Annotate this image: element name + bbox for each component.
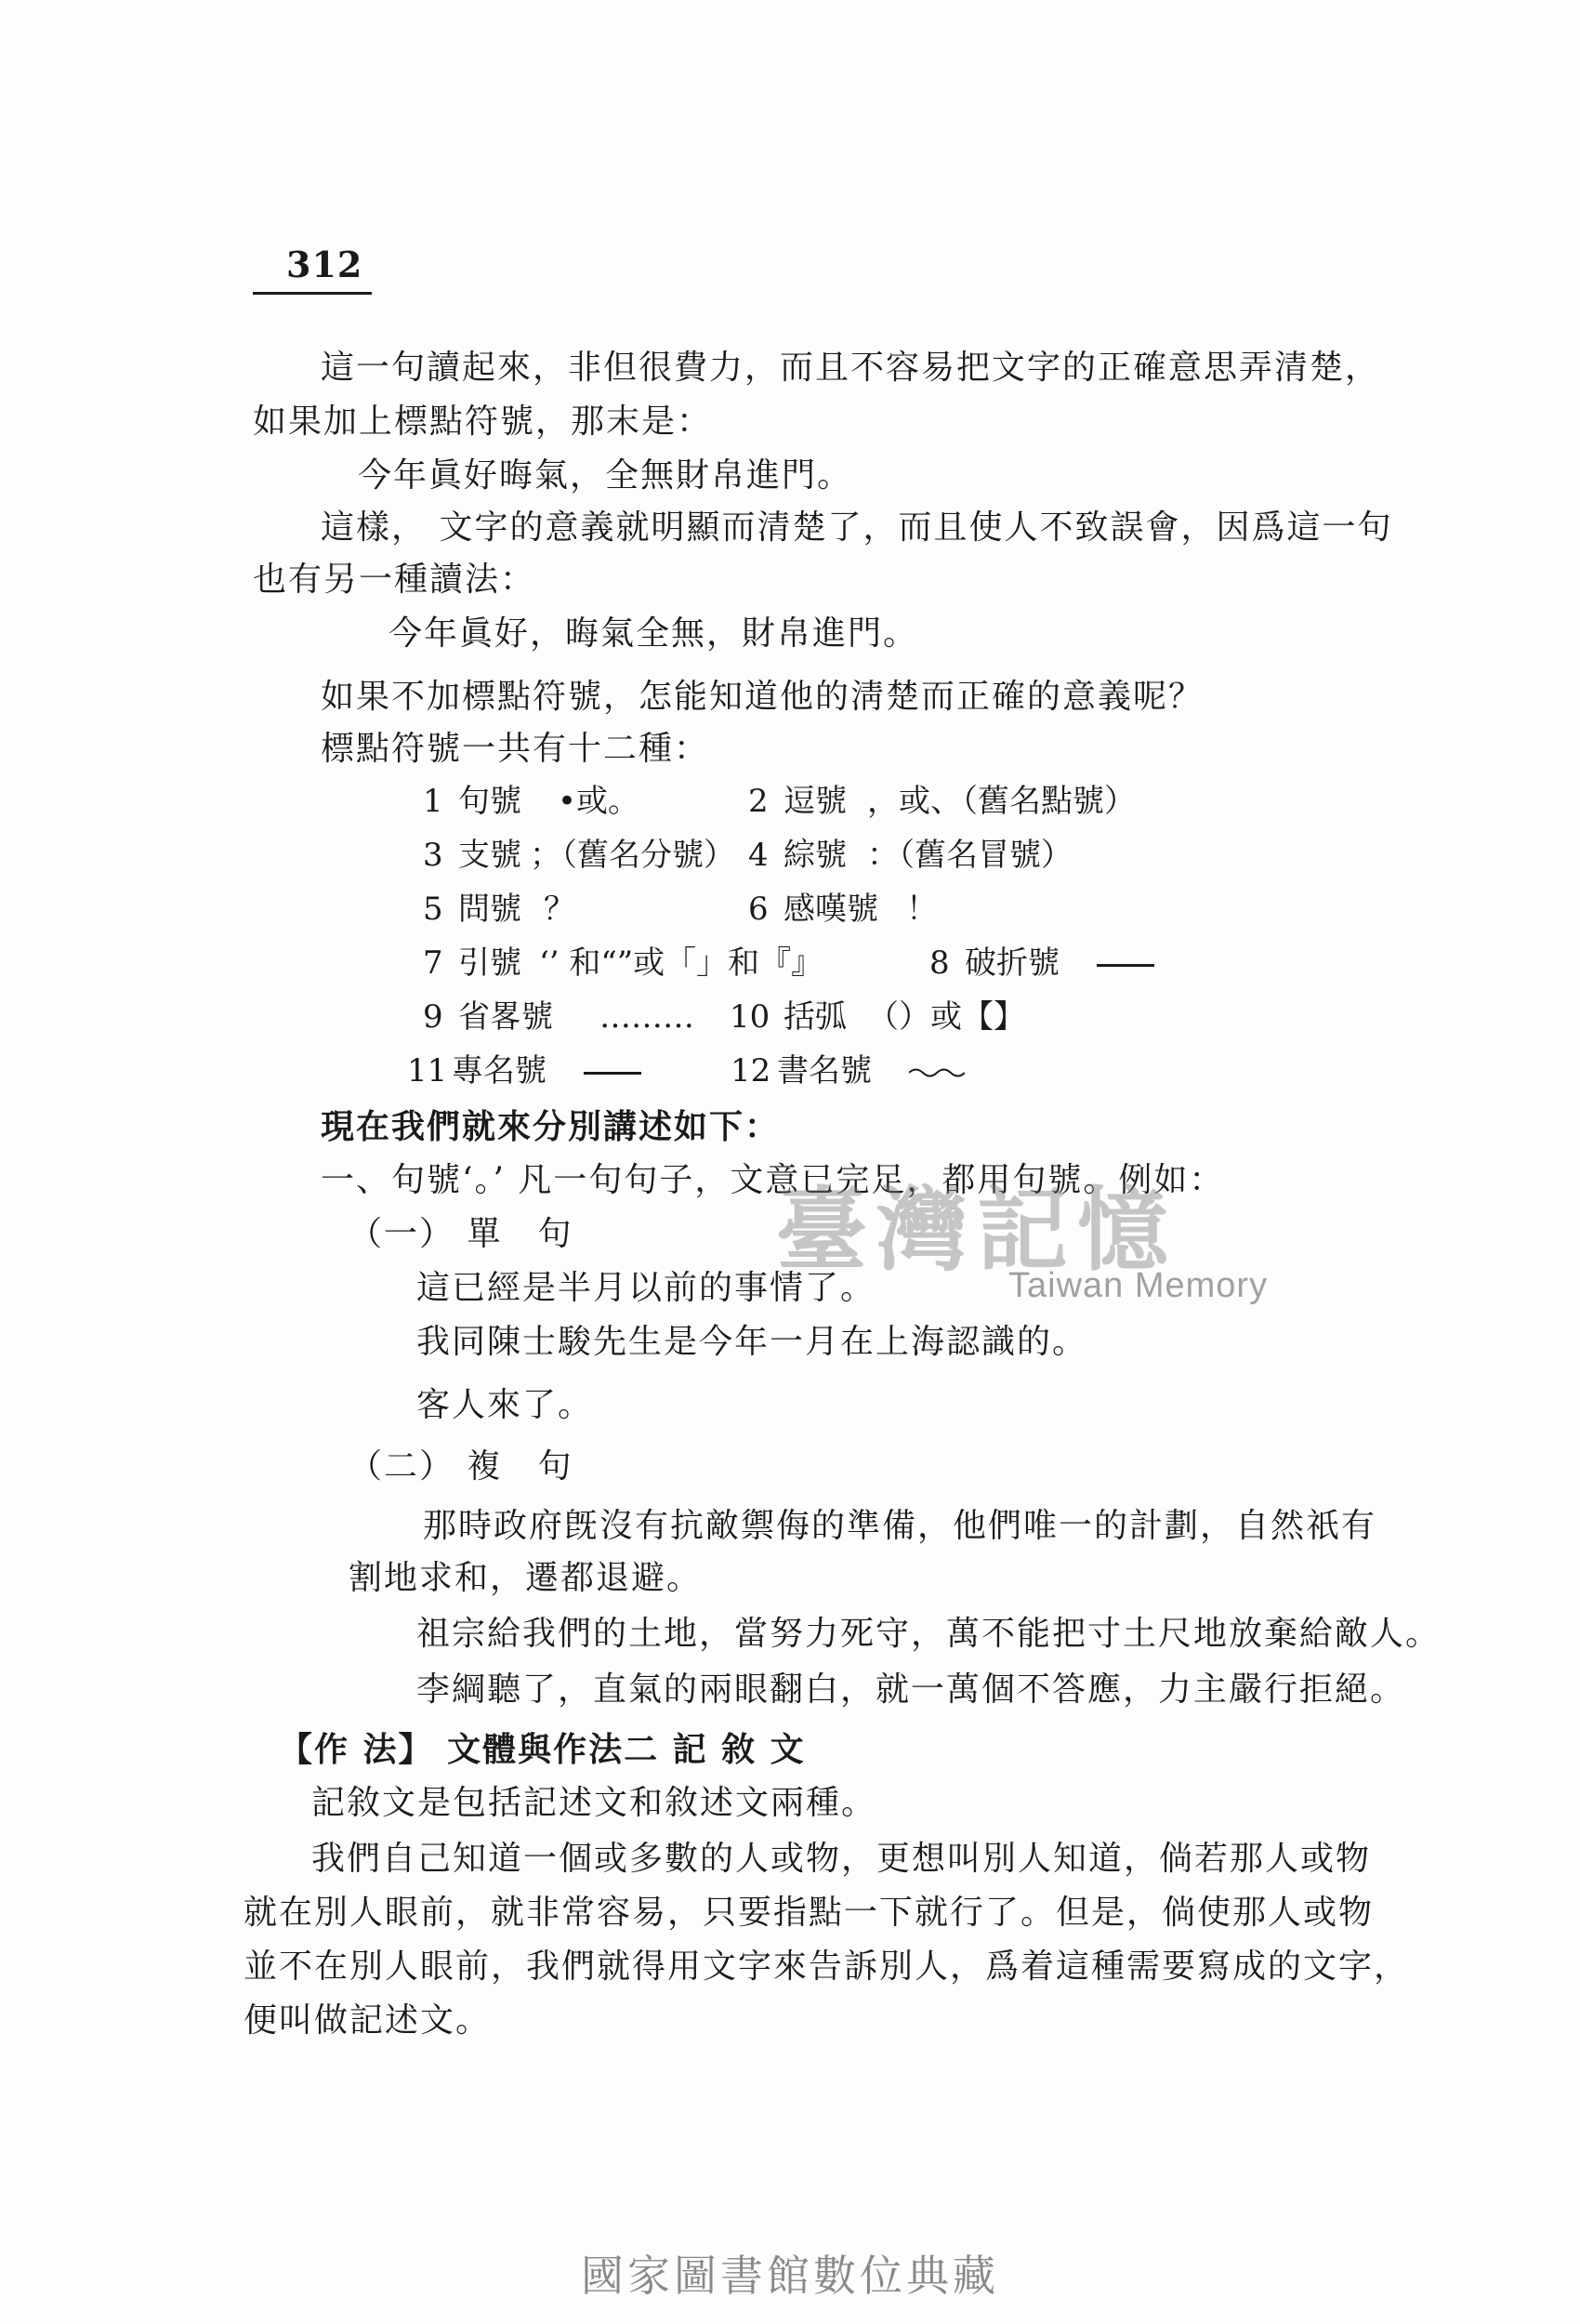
punct-name: 破折號 [965, 944, 1060, 982]
punct-name: 綜號 [783, 837, 847, 874]
punct-num: 3 [423, 837, 443, 874]
example-sentence: 客人來了。 [416, 1386, 594, 1424]
punct-symbol: •或。 [558, 783, 640, 820]
paragraph-line: 如果加上標點符號，那末是： [253, 403, 713, 441]
punct-name: 引號 [458, 944, 521, 982]
example-sentence: 祖宗給我們的土地，當努力死守，萬不能把寸土尺地放棄給敵人。 [416, 1615, 1442, 1653]
dash-symbol [1097, 943, 1154, 984]
wavy-symbol [909, 1050, 965, 1091]
page-number-rule [253, 292, 372, 295]
sub-heading: （一） 單 句 [349, 1215, 573, 1253]
punct-num: 11 [407, 1052, 448, 1089]
punct-name: 感嘆號 [783, 891, 878, 928]
punct-num: 12 [731, 1052, 771, 1089]
punct-num: 4 [748, 837, 769, 874]
example-sentence: 今年眞好晦氣，全無財帛進門。 [358, 456, 853, 495]
zuofa-heading: 【作 法】 文體與作法二 記 敘 文 [279, 1730, 806, 1769]
section-heading: 一、句號‘。’ 凡一句句子，文意已完足，都用句號。例如： [321, 1161, 1225, 1199]
example-sentence: 我同陳士駿先生是今年一月在上海認識的。 [416, 1323, 1088, 1361]
punct-symbol: ：（舊名冒號） [867, 837, 1073, 874]
zuofa-intro: 記敘文是包括記述文和敘述文兩種。 [311, 1784, 877, 1822]
punct-symbol: ？ [544, 891, 575, 928]
punct-num: 2 [748, 783, 769, 820]
dash-symbol [584, 1050, 641, 1091]
example-sentence: 那時政府旣沒有抗敵禦侮的準備，他們唯一的計劃，自然祇有 [423, 1507, 1377, 1545]
paragraph-line: 就在別人眼前，就非常容易，只要指點一下就行了。但是，倘使那人或物 [244, 1894, 1375, 1932]
example-sentence: 李綱聽了，直氣的兩眼翻白，就一萬個不答應，力主嚴行拒絕。 [416, 1670, 1406, 1709]
example-sentence: 割地求和，遷都退避。 [349, 1559, 703, 1597]
punct-symbol: ‘’ 和“”或「」和『』 [539, 944, 823, 982]
punct-name: 書名號 [777, 1052, 872, 1089]
paragraph-line: 也有另一種讀法： [253, 561, 536, 599]
punct-symbol: ；（舊名分號） [530, 837, 735, 874]
paragraph-line: 便叫做記述文。 [244, 2001, 492, 2040]
punct-num: 9 [423, 998, 443, 1036]
punct-name: 省畧號 [458, 998, 553, 1036]
punct-name: 問號 [458, 891, 521, 928]
paragraph-line: 這一句讀起來，非但很費力，而且不容易把文字的正確意思弄清楚， [321, 349, 1381, 387]
list-intro: 標點符號一共有十二種： [321, 730, 710, 768]
punct-name: 括弧 [783, 998, 847, 1036]
punct-num: 8 [929, 944, 950, 982]
paragraph-line: 我們自己知道一個或多數的人或物，更想叫別人知道，倘若那人或物 [311, 1840, 1372, 1878]
punct-symbol: ……… [599, 998, 694, 1036]
example-sentence: 今年眞好，晦氣全無，財帛進門。 [388, 614, 919, 653]
punct-symbol: ！ [906, 891, 938, 928]
watermark-text: Taiwan Memory [1008, 1266, 1269, 1305]
punct-num: 1 [423, 783, 443, 820]
punct-num: 10 [730, 998, 770, 1036]
punct-num: 6 [748, 891, 769, 928]
punct-symbol: （）或【】 [867, 998, 1025, 1036]
punct-symbol: ，或、（舊名點號） [867, 783, 1136, 820]
punct-name: 逗號 [783, 783, 847, 820]
punct-name: 支號 [458, 837, 521, 874]
watermark-logo: 臺灣記憶 [776, 1177, 1178, 1284]
footer-credit: 國家圖書館數位典藏 [581, 2251, 999, 2301]
paragraph-line: 並不在別人眼前，我們就得用文字來告訴別人，爲着這種需要寫成的文字， [244, 1948, 1410, 1986]
sub-heading: （二） 複 句 [349, 1447, 573, 1486]
punct-num: 5 [423, 891, 443, 928]
paragraph-line: 這樣， 文字的意義就明顯而清楚了，而且使人不致誤會，因爲這一句 [321, 508, 1393, 547]
question-line: 如果不加標點符號，怎能知道他的淸楚而正確的意義呢？ [321, 678, 1205, 716]
detail-intro: 現在我們就來分別講述如下： [321, 1107, 781, 1146]
punct-num: 7 [423, 944, 443, 982]
punct-name: 句號 [458, 783, 521, 820]
page-number: 312 [286, 244, 363, 285]
punct-name: 專名號 [452, 1052, 546, 1089]
example-sentence: 這已經是半月以前的事情了。 [416, 1269, 876, 1307]
